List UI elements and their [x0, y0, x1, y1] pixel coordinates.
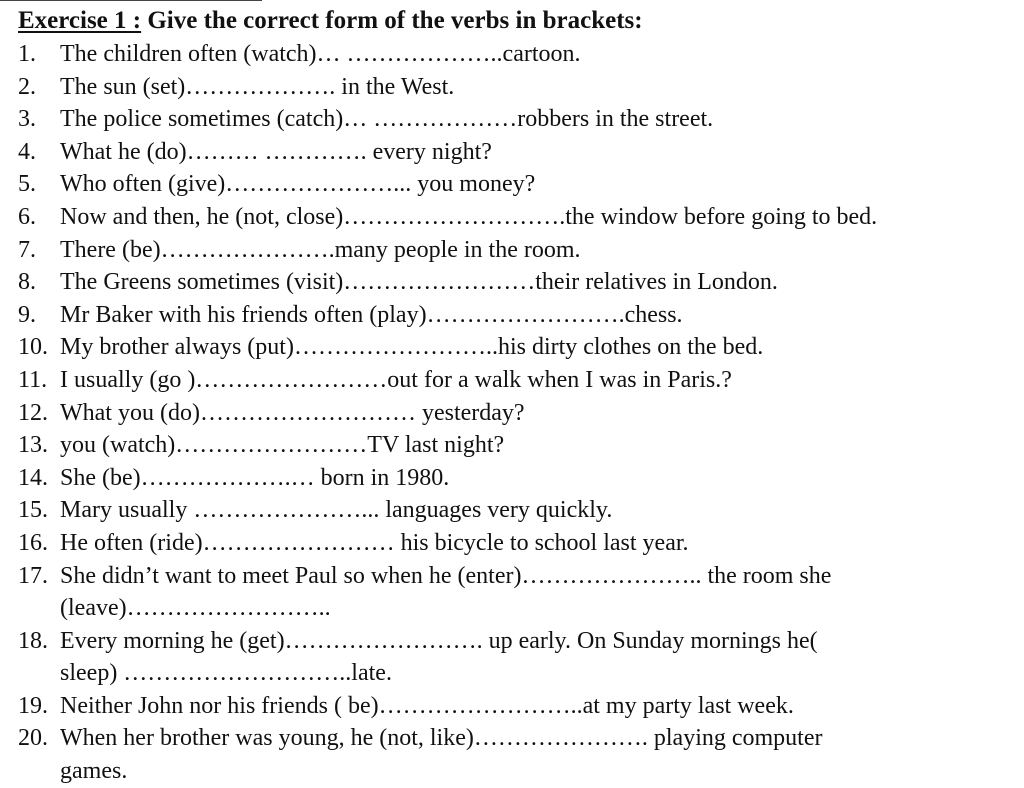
exercise-instruction: Give the correct form of the verbs in brackets:	[147, 7, 643, 34]
exercise-item	[18, 429, 1018, 462]
item-number: 10.	[18, 334, 48, 361]
item-text-continued: games.	[60, 758, 128, 785]
item-text: Now and then, he (not, close)……………………….the window before going to bed.	[60, 203, 878, 230]
worksheet	[18, 6, 1018, 788]
item-text: Mr Baker with his friends often (play)…………………….chess.	[60, 301, 683, 328]
item-number: 5.	[18, 171, 36, 198]
exercise-item	[18, 625, 1018, 690]
exercise-item	[18, 560, 1018, 625]
item-text: The children often (watch)… ………………..cartoon.	[60, 41, 581, 67]
item-number: 15.	[18, 497, 48, 524]
item-number: 7.	[18, 236, 36, 263]
item-text: He often (ride)…………………… his bicycle to school last year.	[60, 529, 689, 556]
item-text: The sun (set)………………. in the West.	[60, 73, 455, 100]
item-number: 4.	[18, 138, 36, 165]
exercise-item	[18, 462, 1018, 495]
item-number: 12.	[18, 399, 48, 426]
item-text: Neither John nor his friends ( be)……………………..at my party last week.	[60, 692, 794, 719]
item-number: 1.	[18, 41, 36, 67]
item-text: The police sometimes (catch)… ………………robbers in the street.	[60, 106, 714, 133]
exercise-item	[18, 299, 1018, 332]
item-number: 2.	[18, 73, 36, 100]
exercise-list	[18, 38, 1018, 788]
item-text: Every morning he (get)……………………. up early. On Sunday mornings he(	[60, 627, 818, 654]
item-text: What he (do)……… …………. every night?	[60, 138, 492, 165]
item-text: What you (do)……………………… yesterday?	[60, 399, 525, 426]
top-rule	[0, 0, 262, 1]
exercise-title	[18, 6, 1018, 36]
item-number: 18.	[18, 627, 48, 654]
exercise-item	[18, 168, 1018, 201]
exercise-item	[18, 722, 1018, 787]
item-number: 6.	[18, 203, 36, 230]
exercise-item	[18, 397, 1018, 430]
item-text: I usually (go )……………………out for a walk when I was in Paris.?	[60, 366, 732, 393]
exercise-item	[18, 266, 1018, 299]
exercise-item	[18, 136, 1018, 169]
item-number: 19.	[18, 692, 48, 719]
item-text: Mary usually …………………... languages very quickly.	[60, 497, 613, 524]
item-text: The Greens sometimes (visit)……………………their relatives in London.	[60, 269, 778, 296]
exercise-item	[18, 38, 1018, 71]
item-number: 17.	[18, 562, 48, 589]
exercise-item	[18, 103, 1018, 136]
item-number: 11.	[18, 366, 48, 393]
item-number: 16.	[18, 529, 48, 556]
item-number: 3.	[18, 106, 36, 133]
exercise-item	[18, 71, 1018, 104]
item-text-continued: (leave)……………………..	[60, 595, 331, 622]
item-text: She (be)……………….… born in 1980.	[60, 464, 450, 491]
exercise-item	[18, 201, 1018, 234]
exercise-item	[18, 690, 1018, 723]
item-number: 14.	[18, 464, 48, 491]
item-number: 20.	[18, 725, 48, 752]
item-number: 8.	[18, 269, 36, 296]
item-text: My brother always (put)……………………..his dirty clothes on the bed.	[60, 334, 764, 361]
exercise-item	[18, 364, 1018, 397]
item-number: 9.	[18, 301, 36, 328]
item-text: She didn’t want to meet Paul so when he (enter)………………….. the room she	[60, 562, 832, 589]
item-text-continued: sleep) ………………………..late.	[60, 660, 392, 687]
exercise-item	[18, 234, 1018, 267]
exercise-item	[18, 527, 1018, 560]
exercise-item	[18, 494, 1018, 527]
exercise-label: Exercise 1 :	[18, 7, 142, 34]
exercise-item	[18, 331, 1018, 364]
item-number: 13.	[18, 432, 48, 459]
item-text: There (be)………………….many people in the room.	[60, 236, 581, 263]
item-text: you (watch)……………………TV last night?	[60, 432, 505, 459]
item-text: When her brother was young, he (not, like)…………………. playing computer	[60, 725, 823, 752]
item-text: Who often (give)…………………... you money?	[60, 171, 536, 198]
